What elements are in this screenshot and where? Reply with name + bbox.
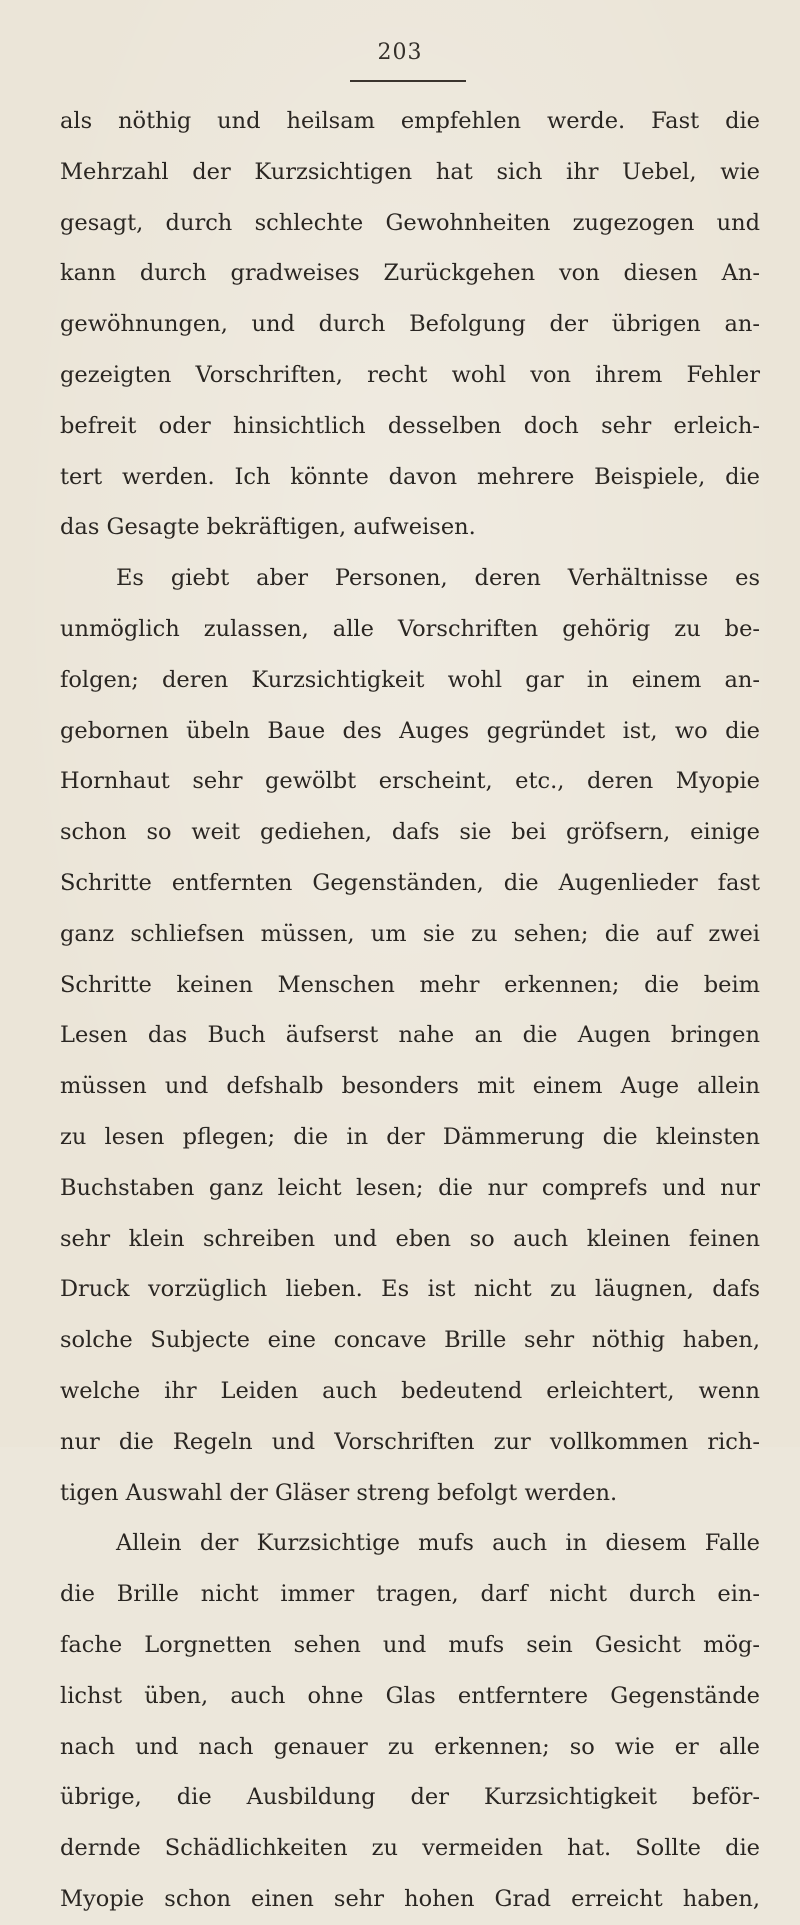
text-line: ganz schliefsen müssen, um sie zu sehen; die auf zwei — [60, 920, 760, 947]
header-rule — [350, 80, 466, 82]
text-line: übrige, die Ausbildung der Kurzsichtigkeit beför- — [60, 1784, 760, 1811]
page-number: 203 — [377, 40, 423, 65]
text-line: zu lesen pflegen; die in der Dämmerung die kleinsten — [60, 1123, 760, 1150]
text-line: als nöthig und heilsam empfehlen werde. Fast die — [60, 108, 760, 134]
text-line: Myopie schon einen sehr hohen Grad erreicht haben, — [60, 1885, 760, 1912]
text-line: müssen und defshalb besonders mit einem Auge allein — [60, 1073, 760, 1100]
text-line: schon so weit gediehen, dafs sie bei gröfsern, einige — [60, 819, 760, 846]
paragraph-start-line: Allein der Kurzsichtige mufs auch in diesem Falle — [116, 1530, 760, 1557]
text-line: sehr klein schreiben und eben so auch kleinen feinen — [60, 1225, 760, 1252]
text-line: lichst üben, auch ohne Glas entferntere Gegenstände — [60, 1682, 760, 1709]
text-line: gebornen übeln Baue des Auges gegründet ist, wo die — [60, 717, 760, 744]
text-line: tert werden. Ich könnte davon mehrere Beispiele, die — [60, 463, 760, 490]
text-line: Schritte entfernten Gegenständen, die Augenlieder fast — [60, 869, 760, 896]
text-line: nach und nach genauer zu erkennen; so wie er alle — [60, 1733, 760, 1760]
text-line: befreit oder hinsichtlich desselben doch sehr erleich- — [60, 412, 760, 439]
text-line: Druck vorzüglich lieben. Es ist nicht zu läugnen, dafs — [60, 1276, 760, 1303]
text-line: Lesen das Buch äufserst nahe an die Augen bringen — [60, 1022, 760, 1049]
paragraph-end-line: tigen Auswahl der Gläser streng befolgt werden. — [60, 1479, 618, 1506]
paragraph-start-line: Es giebt aber Personen, deren Verhältnisse es — [116, 565, 760, 592]
text-line: Schritte keinen Menschen mehr erkennen; die beim — [60, 971, 760, 998]
text-line: fache Lorgnetten sehen und mufs sein Gesicht mög- — [60, 1631, 760, 1658]
text-line: gesagt, durch schlechte Gewohnheiten zugezogen und — [60, 209, 760, 236]
text-line: dernde Schädlichkeiten zu vermeiden hat. Sollte die — [60, 1835, 760, 1862]
text-line: Mehrzahl der Kurzsichtigen hat sich ihr Uebel, wie — [60, 158, 760, 185]
paragraph-end-line: das Gesagte bekräftigen, aufweisen. — [60, 514, 476, 541]
body-text — [60, 96, 760, 1925]
text-line: die Brille nicht immer tragen, darf nicht durch ein- — [60, 1581, 760, 1608]
text-line: unmöglich zulassen, alle Vorschriften gehörig zu be- — [60, 615, 760, 642]
text-line: folgen; deren Kurzsichtigkeit wohl gar in einem an- — [60, 666, 760, 693]
text-line: gewöhnungen, und durch Befolgung der übrigen an- — [60, 311, 760, 338]
text-line: gezeigten Vorschriften, recht wohl von ihrem Fehler — [60, 361, 760, 388]
text-line: welche ihr Leiden auch bedeutend erleichtert, wenn — [60, 1377, 760, 1404]
text-line: Buchstaben ganz leicht lesen; die nur comprefs und nur — [60, 1174, 760, 1201]
text-line: solche Subjecte eine concave Brille sehr nöthig haben, — [60, 1327, 760, 1354]
text-line: kann durch gradweises Zurückgehen von diesen An- — [60, 260, 760, 287]
text-line: nur die Regeln und Vorschriften zur vollkommen rich- — [60, 1428, 760, 1455]
text-line: Hornhaut sehr gewölbt erscheint, etc., deren Myopie — [60, 768, 760, 795]
